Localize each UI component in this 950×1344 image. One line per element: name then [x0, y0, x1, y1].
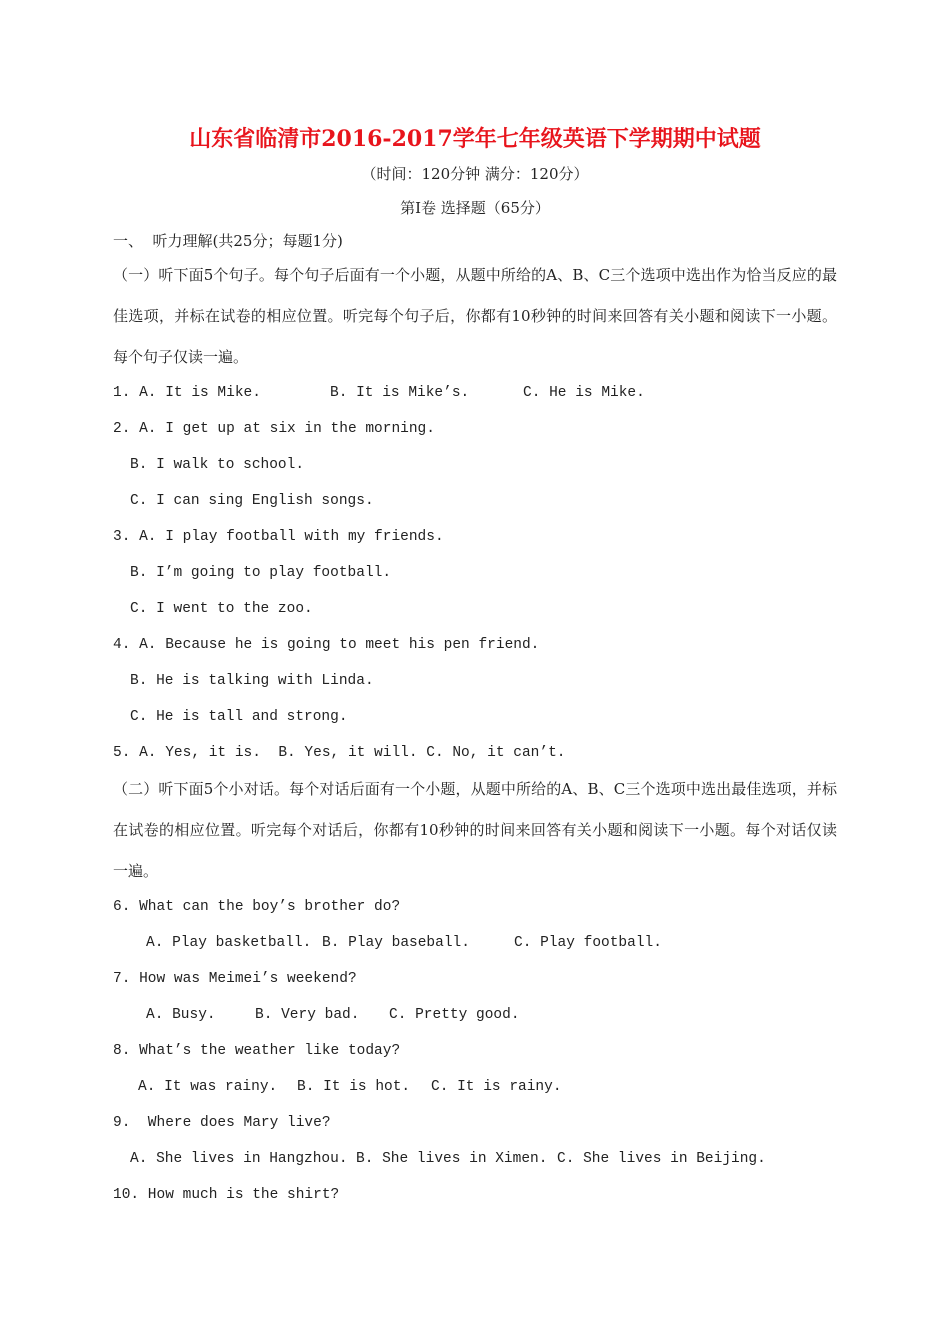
- q4-option-c: C. He is tall and strong.: [130, 709, 348, 725]
- q9-option-b: B. She lives in Ximen.: [356, 1151, 548, 1167]
- sub1-instructions: （一）听下面5个句子。每个句子后面有一个小题，从题中所给的A、B、C三个选项中选出作为恰当反应的最佳选项，并标在试卷的相应位置。听完每个句子后，你都有10秒钟的时间来回答有关小题和阅读下一小题。每个句子仅读一遍。: [113, 266, 837, 366]
- q7-option-b: B. Very bad.: [255, 1007, 360, 1023]
- q8-option-a: A. It was rainy.: [138, 1079, 278, 1095]
- q9-option-a: A. She lives in Hangzhou.: [130, 1151, 348, 1167]
- q1-option-c: C. He is Mike.: [523, 385, 645, 401]
- page-title: 山东省临清市2016-2017学年七年级英语下学期期中试题: [189, 126, 761, 152]
- q6-option-c: C. Play football.: [514, 935, 662, 951]
- q8-stem: 8. What’s the weather like today?: [113, 1043, 401, 1059]
- q3-option-a: 3. A. I play football with my friends.: [113, 529, 444, 545]
- q3-option-b: B. I’m going to play football.: [130, 565, 392, 581]
- q10-stem: 10. How much is the shirt?: [113, 1187, 340, 1203]
- exam-info: （时间：120分钟 满分：120分）: [361, 165, 589, 183]
- q7-stem: 7. How was Meimei’s weekend?: [113, 971, 357, 987]
- q6-option-a: A. Play basketball.: [146, 935, 312, 951]
- q6-option-b: B. Play baseball.: [322, 935, 470, 951]
- q9-option-c: C. She lives in Beijing.: [557, 1151, 766, 1167]
- q2-option-c: C. I can sing English songs.: [130, 493, 374, 509]
- q8-option-b: B. It is hot.: [297, 1079, 411, 1095]
- q7-option-a: A. Busy.: [146, 1007, 216, 1023]
- q9-stem: 9. Where does Mary live?: [113, 1115, 331, 1131]
- q2-option-a: 2. A. I get up at six in the morning.: [113, 421, 435, 437]
- part-heading: 第Ⅰ卷 选择题（65分）: [400, 199, 550, 217]
- q6-stem: 6. What can the boy’s brother do?: [113, 899, 401, 915]
- q7-option-c: C. Pretty good.: [389, 1007, 520, 1023]
- q2-option-b: B. I walk to school.: [130, 457, 305, 473]
- section1-heading: 一、 听力理解(共25分；每题1分): [113, 232, 343, 250]
- q1-option-a: 1. A. It is Mike.: [113, 385, 261, 401]
- q5-options: 5. A. Yes, it is. B. Yes, it will. C. No, it can’t.: [113, 745, 566, 761]
- q1-option-b: B. It is Mike’s.: [330, 385, 470, 401]
- q3-option-c: C. I went to the zoo.: [130, 601, 313, 617]
- q4-option-a: 4. A. Because he is going to meet his pen friend.: [113, 637, 540, 653]
- sub2-instructions: （二）听下面5个小对话。每个对话后面有一个小题，从题中所给的A、B、C三个选项中选出最佳选项，并标在试卷的相应位置。听完每个对话后，你都有10秒钟的时间来回答有关小题和阅读下一小题。每个对话仅读一遍。: [113, 780, 837, 880]
- q4-option-b: B. He is talking with Linda.: [130, 673, 374, 689]
- q8-option-c: C. It is rainy.: [431, 1079, 562, 1095]
